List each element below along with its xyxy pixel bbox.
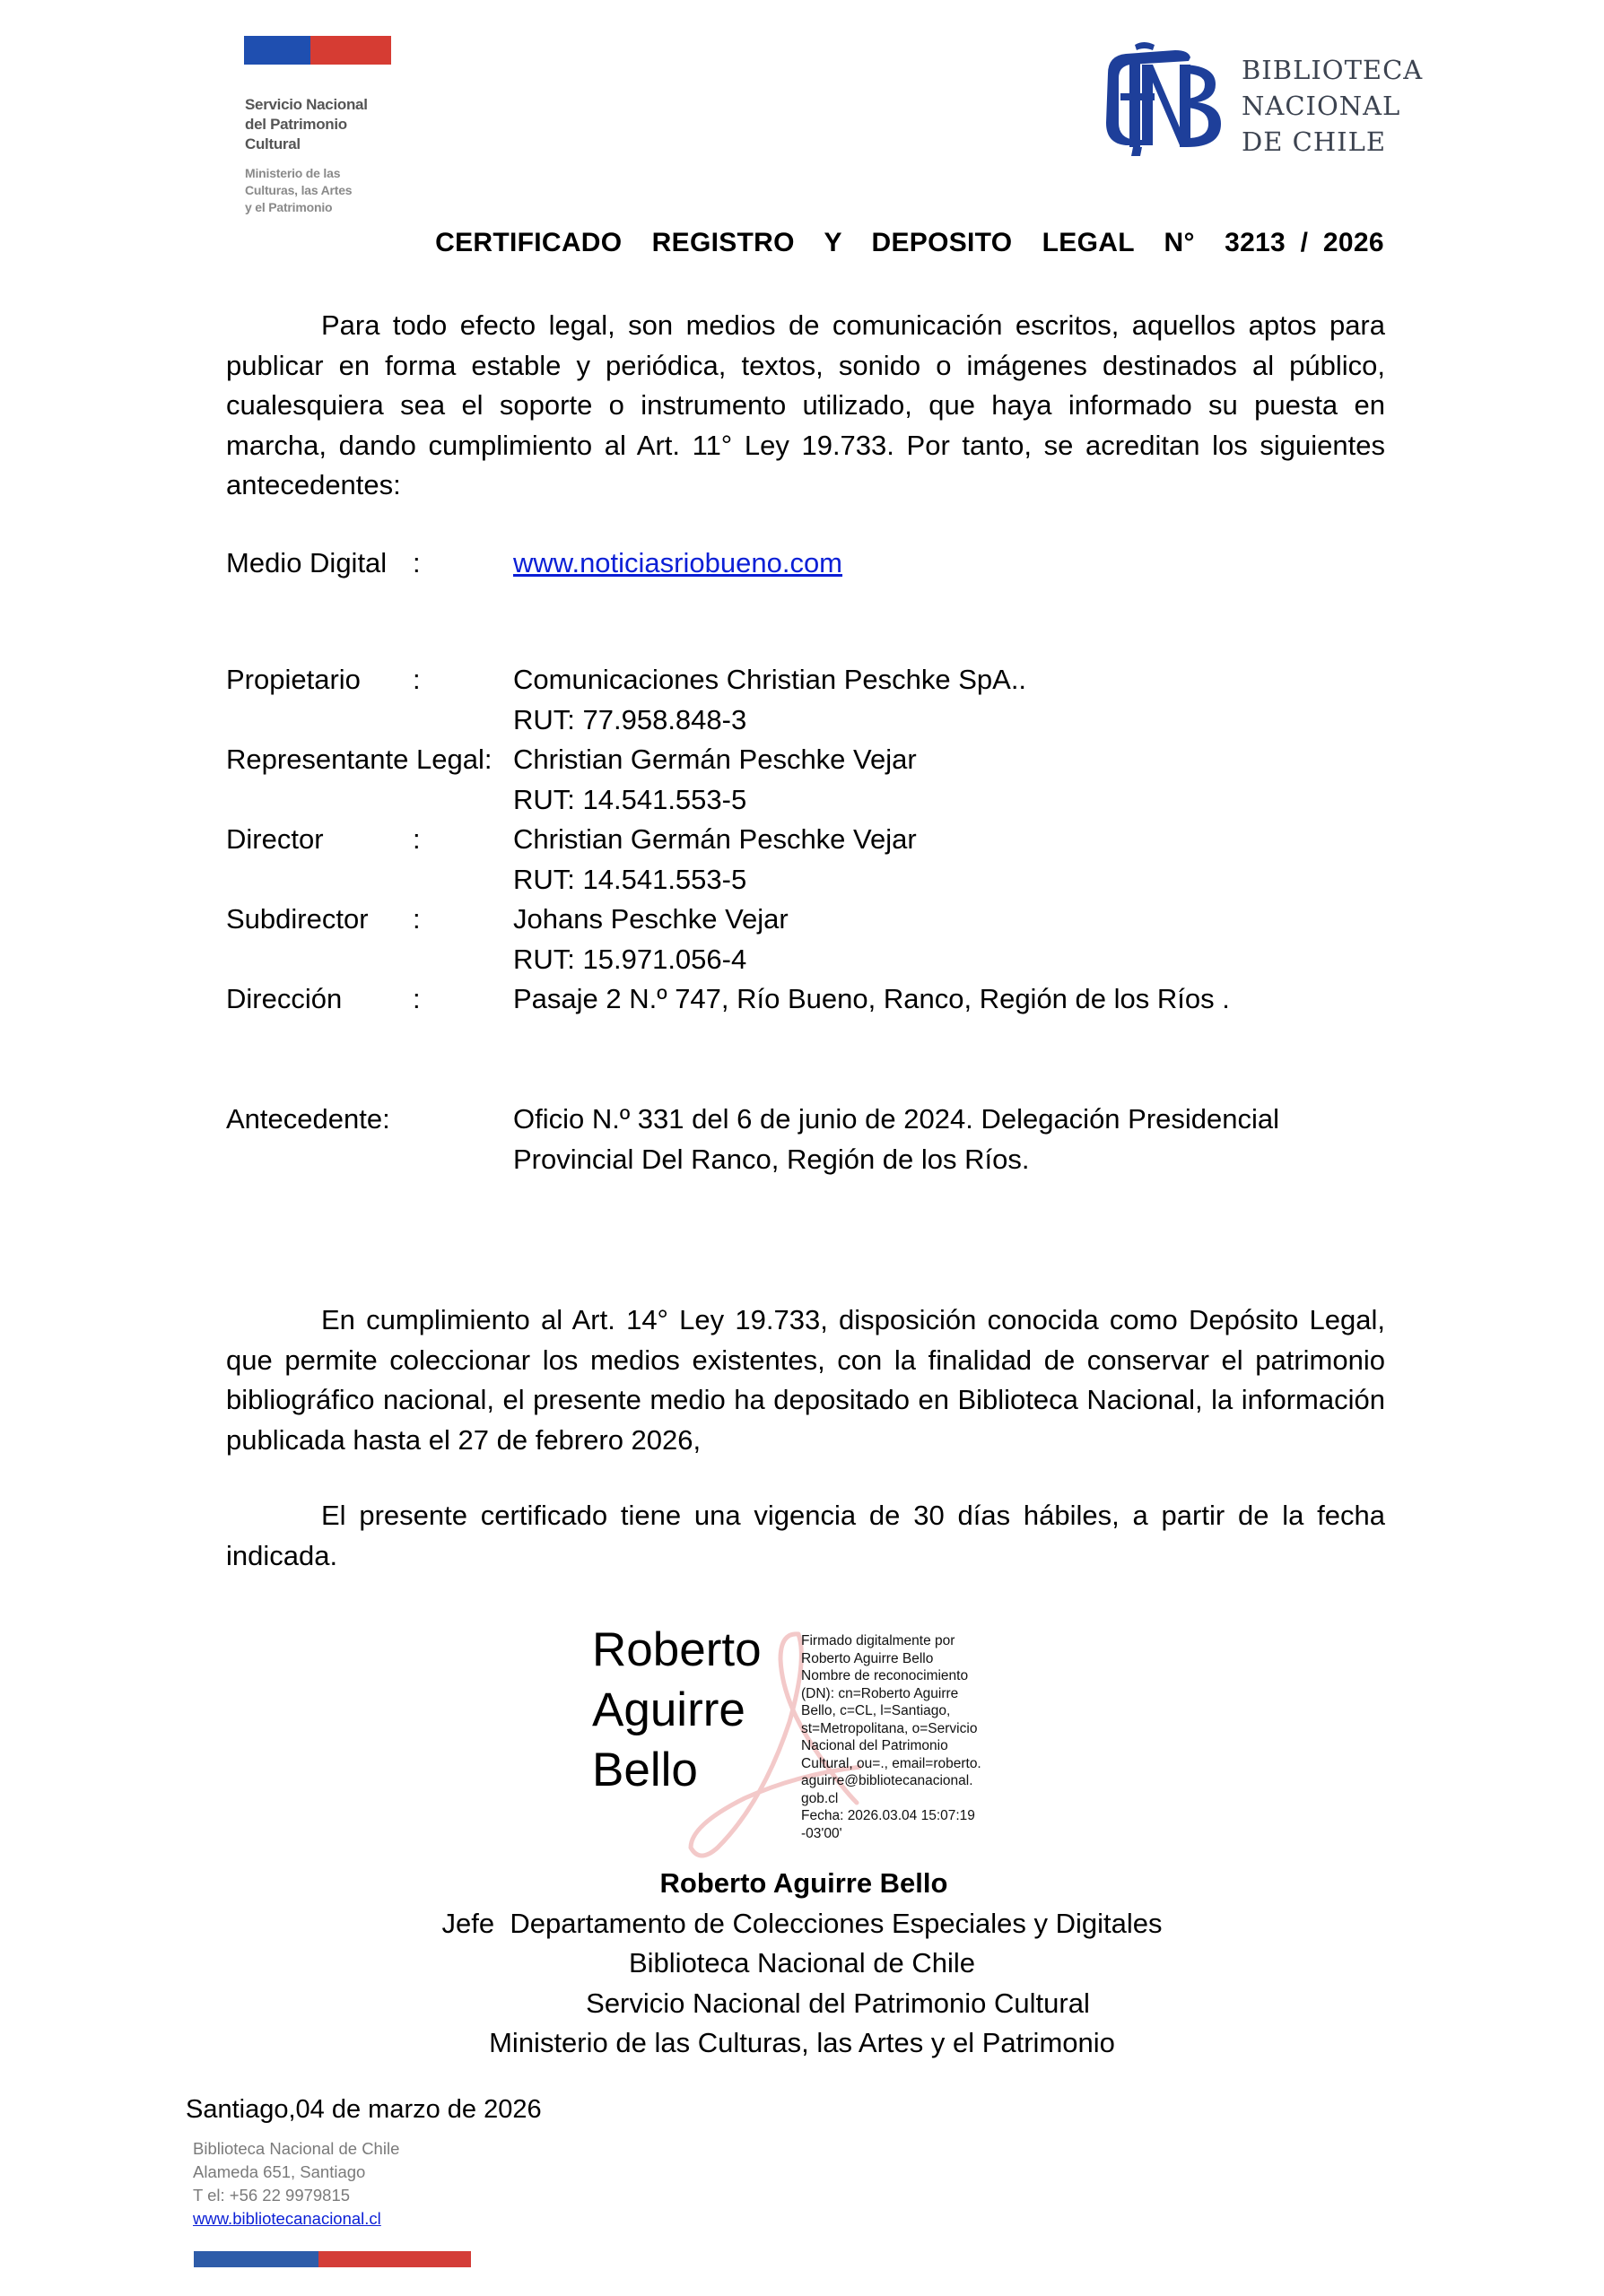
medio-digital-link[interactable]: www.noticiasriobueno.com — [513, 547, 843, 578]
signature-name-line: Bello — [592, 1744, 698, 1796]
signer-block — [0, 1864, 1604, 2064]
medio-digital-colon: : — [413, 547, 421, 578]
signature-name-line: Roberto — [592, 1623, 762, 1676]
deposit-paragraph-text: En cumplimiento al Art. 14° Ley 19.733, disposición conocida como Depósito Legal, que permite coleccionar los medios existentes, con la finalidad de conservar el patrimonio bibliográfico nacional, el presente medio ha depositado en Biblioteca Nacional, la información publicada hasta el 27 de febrero 2026, — [226, 1304, 1385, 1456]
certificate-title: CERTIFICADO REGISTRO Y DEPOSITO LEGAL N° 3213 / 2026 — [435, 228, 1384, 257]
validity-paragraph-text: El presente certificado tiene una vigencia de 30 días hábiles, a partir de la fecha indicada. — [226, 1500, 1385, 1571]
signature-detail-line: Firmado digitalmente por — [801, 1633, 955, 1648]
subdirector-rut: RUT: 15.971.056-4 — [513, 943, 747, 975]
signature-detail-line: Bello, c=CL, l=Santiago, — [801, 1703, 951, 1718]
field-antecedente — [226, 1100, 1279, 1179]
subdirector-colon: : — [413, 903, 421, 935]
propietario-name: Comunicaciones Christian Peschke SpA.. — [513, 664, 1027, 695]
signer-org-servicio: Servicio Nacional del Patrimonio Cultural — [586, 1987, 1090, 2019]
medio-digital-label: Medio Digital — [226, 547, 388, 578]
chile-flag-bar-footer — [194, 2251, 471, 2267]
intro-paragraph — [226, 306, 1385, 506]
snpc-logo-ministry — [245, 165, 352, 216]
director-label: Director — [226, 823, 324, 855]
footer-website-link[interactable]: www.bibliotecanacional.cl — [193, 2209, 381, 2228]
snpc-logo-name — [245, 95, 368, 154]
signature-detail-line: st=Metropolitana, o=Servicio — [801, 1720, 978, 1736]
signature-detail-line: Nacional del Patrimonio — [801, 1738, 948, 1753]
antecedente-value — [513, 1100, 1279, 1179]
antecedente-line: Oficio N.º 331 del 6 de junio de 2024. Delegación Presidencial — [513, 1103, 1280, 1135]
director-colon: : — [413, 823, 421, 855]
place-date: Santiago,04 de marzo de 2026 — [186, 2095, 542, 2124]
snpc-name-line: Cultural — [245, 135, 301, 152]
snpc-name-line: del Patrimonio — [245, 116, 347, 133]
signer-org-ministerio: Ministerio de las Culturas, las Artes y el Patrimonio — [489, 2027, 1115, 2058]
subdirector-value — [513, 900, 789, 979]
flag-red-segment — [310, 36, 391, 65]
deposit-paragraph — [226, 1300, 1385, 1460]
footer-org: Biblioteca Nacional de Chile — [193, 2139, 400, 2158]
bn-wordmark-line: DE CHILE — [1242, 126, 1387, 157]
field-propietario — [226, 660, 1026, 740]
director-name: Christian Germán Peschke Vejar — [513, 823, 917, 855]
flag-red-segment — [318, 2251, 471, 2267]
validity-paragraph — [226, 1496, 1385, 1576]
footer-phone: T el: +56 22 9979815 — [193, 2186, 351, 2205]
chile-flag-bar-header — [244, 36, 391, 65]
intro-paragraph-text: Para todo efecto legal, son medios de comunicación escritos, aquellos aptos para publicar en forma estable y periódica, textos, sonido o imágenes destinados al público, cualesquiera sea el soporte o instrumento utilizado, que haya informado su puesta en marcha, dando cumplimiento al Art. 11° Ley 19.733. Por tanto, se acreditan los siguientes antecedentes: — [226, 309, 1385, 500]
signature-name-line: Aguirre — [592, 1683, 745, 1736]
field-direccion — [226, 979, 1230, 1020]
representante-name: Christian Germán Peschke Vejar — [513, 744, 917, 775]
signature-detail-line: gob.cl — [801, 1790, 839, 1806]
digital-signature-details — [801, 1632, 981, 1842]
direccion-label: Dirección — [226, 983, 343, 1014]
bn-wordmark-line: BIBLIOTECA — [1242, 55, 1424, 85]
field-subdirector — [226, 900, 789, 979]
signature-detail-line: Fecha: 2026.03.04 15:07:19 — [801, 1808, 975, 1823]
propietario-colon: : — [413, 664, 421, 695]
field-representante-legal — [226, 740, 917, 820]
ministry-line: y el Patrimonio — [245, 200, 333, 214]
antecedente-label: Antecedente: — [226, 1103, 390, 1135]
signature-detail-line: Roberto Aguirre Bello — [801, 1650, 934, 1666]
bn-wordmark-line: NACIONAL — [1242, 91, 1401, 121]
propietario-rut: RUT: 77.958.848-3 — [513, 703, 747, 735]
field-medio-digital — [226, 544, 842, 584]
signer-name: Roberto Aguirre Bello — [659, 1867, 948, 1899]
bn-wordmark — [1242, 52, 1423, 160]
bn-monogram-logo-icon — [1090, 38, 1225, 159]
representante-value — [513, 740, 917, 820]
propietario-label: Propietario — [226, 664, 361, 695]
ministry-line: Ministerio de las — [245, 166, 341, 180]
snpc-name-line: Servicio Nacional — [245, 96, 368, 113]
signature-detail-line: Nombre de reconocimiento — [801, 1668, 969, 1683]
representante-label: Representante Legal: — [226, 744, 493, 775]
subdirector-label: Subdirector — [226, 903, 369, 935]
director-value — [513, 820, 917, 900]
propietario-value — [513, 660, 1026, 740]
digital-signature-name — [592, 1620, 762, 1800]
footer-address: Alameda 651, Santiago — [193, 2162, 366, 2181]
signer-org-biblioteca: Biblioteca Nacional de Chile — [628, 1947, 975, 1979]
antecedente-line: Provincial Del Ranco, Región de los Ríos. — [513, 1143, 1030, 1175]
director-rut: RUT: 14.541.553-5 — [513, 863, 747, 895]
signature-detail-line: -03'00' — [801, 1825, 842, 1841]
direccion-value: Pasaje 2 N.º 747, Río Bueno, Ranco, Región de los Ríos . — [513, 983, 1230, 1014]
flag-blue-segment — [244, 36, 310, 65]
field-director — [226, 820, 917, 900]
ministry-line: Culturas, las Artes — [245, 183, 353, 197]
signature-detail-line: Cultural, ou=., email=roberto. — [801, 1755, 981, 1771]
signature-detail-line: aguirre@bibliotecanacional. — [801, 1773, 973, 1788]
signature-detail-line: (DN): cn=Roberto Aguirre — [801, 1685, 959, 1701]
flag-blue-segment — [194, 2251, 318, 2267]
representante-rut: RUT: 14.541.553-5 — [513, 783, 747, 815]
footer-info — [193, 2137, 399, 2231]
subdirector-name: Johans Peschke Vejar — [513, 903, 789, 935]
signer-position: Jefe Departamento de Colecciones Especiales y Digitales — [441, 1907, 1163, 1939]
direccion-colon: : — [413, 983, 421, 1014]
